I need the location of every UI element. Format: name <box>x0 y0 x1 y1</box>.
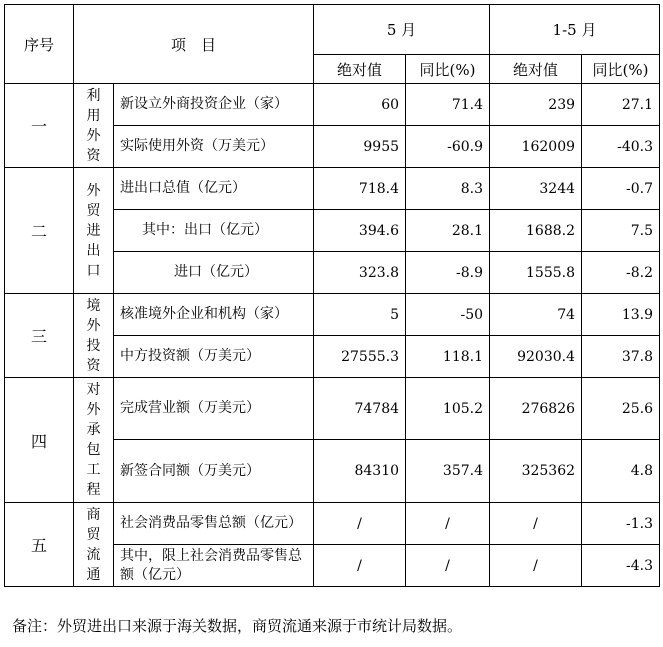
ytd-abs: 325362 <box>490 440 582 503</box>
section-category: 利 用 外 资 <box>74 84 114 168</box>
may-yoy: 28.1 <box>406 210 490 252</box>
header-jan-may: 1-5 月 <box>490 5 660 55</box>
may-yoy: / <box>406 503 490 545</box>
row-item: 进出口总值（亿元） <box>114 168 314 210</box>
ytd-abs: / <box>490 503 582 545</box>
section-seq: 二 <box>5 168 74 294</box>
header-ytd-yoy: 同比(%) <box>582 55 660 84</box>
row-item: 其中，限上社会消费品零售总额（亿元） <box>114 545 314 587</box>
row-item: 实际使用外资（万美元） <box>114 126 314 168</box>
may-yoy: 357.4 <box>406 440 490 503</box>
ytd-yoy: -4.3 <box>582 545 660 587</box>
may-abs: 718.4 <box>314 168 406 210</box>
ytd-abs: 92030.4 <box>490 336 582 378</box>
header-ytd-abs: 绝对值 <box>490 55 582 84</box>
table-row <box>5 503 660 545</box>
row-item: 其中：出口（亿元） <box>114 210 314 252</box>
may-abs: 74784 <box>314 378 406 440</box>
row-item: 完成营业额（万美元） <box>114 378 314 440</box>
ytd-yoy: -8.2 <box>582 252 660 294</box>
table-row <box>5 378 660 440</box>
ytd-abs: / <box>490 545 582 587</box>
may-abs: / <box>314 503 406 545</box>
section-seq: 一 <box>5 84 74 168</box>
may-abs: 84310 <box>314 440 406 503</box>
statistics-table <box>4 4 660 587</box>
section-seq: 五 <box>5 503 74 587</box>
ytd-abs: 239 <box>490 84 582 126</box>
footnote: 备注：外贸进出口来源于海关数据，商贸流通来源于市统计局数据。 <box>12 617 463 635</box>
header-row-1 <box>5 5 660 55</box>
header-may-abs: 绝对值 <box>314 55 406 84</box>
may-yoy: 105.2 <box>406 378 490 440</box>
header-seq: 序号 <box>5 5 74 84</box>
may-yoy: -8.9 <box>406 252 490 294</box>
may-yoy: 118.1 <box>406 336 490 378</box>
row-item: 社会消费品零售总额（亿元） <box>114 503 314 545</box>
header-may: 5 月 <box>314 5 490 55</box>
may-yoy: -50 <box>406 294 490 336</box>
ytd-abs: 1555.8 <box>490 252 582 294</box>
row-item: 新设立外商投资企业（家） <box>114 84 314 126</box>
may-yoy: 8.3 <box>406 168 490 210</box>
ytd-yoy: 7.5 <box>582 210 660 252</box>
may-abs: 60 <box>314 84 406 126</box>
ytd-abs: 276826 <box>490 378 582 440</box>
row-item: 核准境外企业和机构（家） <box>114 294 314 336</box>
ytd-yoy: -40.3 <box>582 126 660 168</box>
section-seq: 三 <box>5 294 74 378</box>
ytd-yoy: 4.8 <box>582 440 660 503</box>
header-may-yoy: 同比(%) <box>406 55 490 84</box>
section-category: 外 贸 进 出 口 <box>74 168 114 294</box>
may-abs: 323.8 <box>314 252 406 294</box>
may-abs: 5 <box>314 294 406 336</box>
ytd-yoy: 25.6 <box>582 378 660 440</box>
section-category: 境 外 投 资 <box>74 294 114 378</box>
row-item: 中方投资额（万美元） <box>114 336 314 378</box>
ytd-abs: 162009 <box>490 126 582 168</box>
table-row <box>5 294 660 336</box>
section-category: 商 贸 流 通 <box>74 503 114 587</box>
may-abs: 9955 <box>314 126 406 168</box>
may-yoy: -60.9 <box>406 126 490 168</box>
section-seq: 四 <box>5 378 74 503</box>
may-yoy: / <box>406 545 490 587</box>
ytd-yoy: 37.8 <box>582 336 660 378</box>
ytd-yoy: 13.9 <box>582 294 660 336</box>
ytd-abs: 1688.2 <box>490 210 582 252</box>
ytd-abs: 74 <box>490 294 582 336</box>
header-item: 项 目 <box>74 5 314 84</box>
row-item: 进口（亿元） <box>114 252 314 294</box>
ytd-yoy: -1.3 <box>582 503 660 545</box>
ytd-yoy: -0.7 <box>582 168 660 210</box>
may-yoy: 71.4 <box>406 84 490 126</box>
may-abs: 394.6 <box>314 210 406 252</box>
may-abs: / <box>314 545 406 587</box>
table-row <box>5 84 660 126</box>
row-item: 新签合同额（万美元） <box>114 440 314 503</box>
ytd-abs: 3244 <box>490 168 582 210</box>
ytd-yoy: 27.1 <box>582 84 660 126</box>
table-row <box>5 168 660 210</box>
section-category: 对 外 承 包 工 程 <box>74 378 114 503</box>
may-abs: 27555.3 <box>314 336 406 378</box>
